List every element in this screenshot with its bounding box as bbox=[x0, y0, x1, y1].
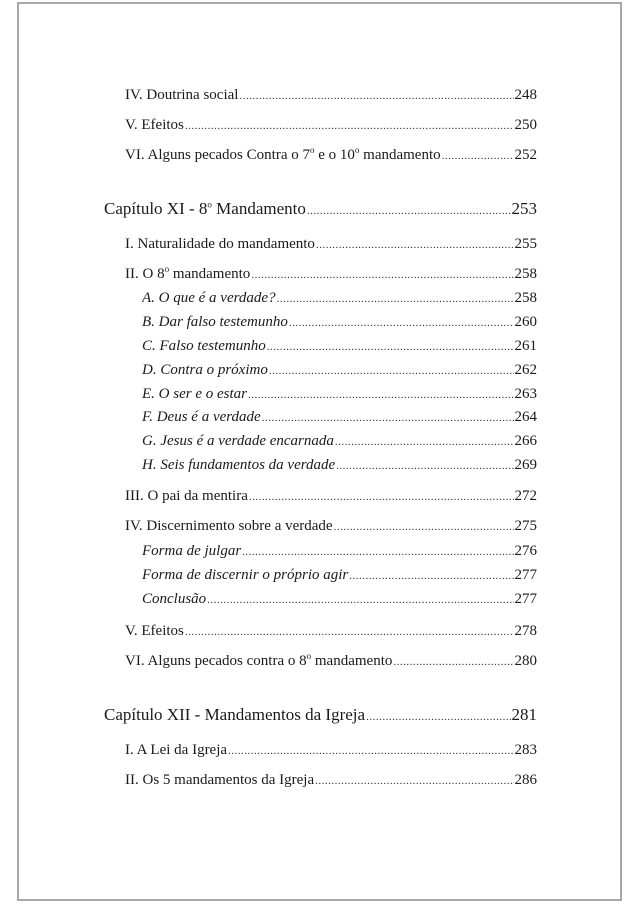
toc-subentry-e bbox=[142, 386, 537, 408]
toc-subentry-g bbox=[142, 433, 537, 455]
dot-leader bbox=[185, 626, 514, 638]
toc-entry-doutrina-social bbox=[125, 87, 537, 109]
dot-leader bbox=[207, 594, 513, 606]
toc-chapter-xi bbox=[104, 199, 537, 221]
toc-entry-label: A. O que é a verdade? bbox=[142, 290, 276, 306]
toc-subentry-forma-de-julgar bbox=[142, 543, 537, 565]
toc-page-number: 253 bbox=[511, 199, 537, 218]
dot-leader bbox=[242, 546, 513, 558]
dot-leader bbox=[334, 521, 514, 533]
toc-subentry-d bbox=[142, 362, 537, 384]
dot-leader bbox=[307, 205, 511, 217]
chapter-title: Capítulo XII - Mandamentos da Igreja bbox=[104, 705, 366, 724]
toc-page-number: 262 bbox=[514, 362, 537, 378]
toc-subentry-conclusao bbox=[142, 591, 537, 613]
toc-page-number: 263 bbox=[514, 386, 537, 402]
toc-entry-pecados-8 bbox=[125, 653, 537, 675]
toc-entry-pecados-7-10 bbox=[125, 147, 537, 169]
dot-leader bbox=[393, 656, 513, 668]
toc-page-number: 255 bbox=[514, 236, 537, 252]
toc-entry-label: F. Deus é a verdade bbox=[142, 409, 261, 425]
toc-entry-lei-da-igreja bbox=[125, 742, 537, 764]
toc-page-number: 248 bbox=[514, 87, 537, 103]
toc-entry-label: III. O pai da mentira bbox=[125, 488, 248, 504]
toc-page-number: 276 bbox=[514, 543, 537, 559]
dot-leader bbox=[336, 460, 513, 472]
toc-entry-label: I. A Lei da Igreja bbox=[125, 742, 228, 758]
toc-entry-label: VI. Alguns pecados Contra o 7$^o$ e o 10$^o$ mandamento bbox=[125, 147, 441, 163]
dot-leader bbox=[315, 775, 513, 787]
dot-leader bbox=[366, 711, 510, 723]
toc-entry-label: V. Efeitos bbox=[125, 623, 184, 639]
toc-entry-label: I. Naturalidade do mandamento bbox=[125, 236, 315, 252]
toc-subentry-forma-de-discernir bbox=[142, 567, 537, 589]
toc-entry-label: C. Falso testemunho bbox=[142, 338, 266, 354]
toc-entry-naturalidade bbox=[125, 236, 537, 258]
toc-entry-label: VI. Alguns pecados contra o 8$^o$ mandamento bbox=[125, 653, 393, 669]
toc-page-number: 266 bbox=[514, 433, 537, 449]
toc-subentry-h bbox=[142, 457, 537, 479]
toc-entry-efeitos-2 bbox=[125, 623, 537, 645]
dot-leader bbox=[349, 570, 513, 582]
toc-page-number: 277 bbox=[514, 567, 537, 583]
toc-entry-5-mandamentos bbox=[125, 772, 537, 794]
toc-page-number: 269 bbox=[514, 457, 537, 473]
toc-entry-label: IV. Discernimento sobre a verdade bbox=[125, 518, 333, 534]
dot-leader bbox=[251, 269, 513, 281]
toc-entry-label: Forma de discernir o próprio agir bbox=[142, 567, 349, 583]
dot-leader bbox=[262, 412, 514, 424]
toc-page-number: 258 bbox=[514, 290, 537, 306]
toc-entry-discernimento bbox=[125, 518, 537, 540]
toc-page-number: 281 bbox=[511, 705, 537, 724]
toc-subentry-a bbox=[142, 290, 537, 312]
toc-subentry-c bbox=[142, 338, 537, 360]
toc-page-number: 286 bbox=[514, 772, 537, 788]
toc-entry-label: II. Os 5 mandamentos da Igreja bbox=[125, 772, 315, 788]
toc-page-number: 264 bbox=[514, 409, 537, 425]
toc-entry-label: Forma de julgar bbox=[142, 543, 242, 559]
dot-leader bbox=[335, 436, 514, 448]
dot-leader bbox=[228, 745, 513, 757]
dot-leader bbox=[249, 491, 514, 503]
dot-leader bbox=[316, 239, 514, 251]
toc-entry-label: G. Jesus é a verdade encarnada bbox=[142, 433, 334, 449]
dot-leader bbox=[269, 365, 514, 377]
toc-page-number: 272 bbox=[514, 488, 537, 504]
toc-subentry-f bbox=[142, 409, 537, 431]
toc-entry-efeitos bbox=[125, 117, 537, 139]
dot-leader bbox=[442, 150, 514, 162]
toc-subentry-b bbox=[142, 314, 537, 336]
dot-leader bbox=[289, 317, 514, 329]
toc-page-number: 250 bbox=[514, 117, 537, 133]
toc-chapter-xii bbox=[104, 705, 537, 727]
toc-entry-8-mandamento bbox=[125, 266, 537, 288]
toc-entry-label: E. O ser e o estar bbox=[142, 386, 247, 402]
toc-page-number: 278 bbox=[514, 623, 537, 639]
dot-leader bbox=[185, 120, 514, 132]
toc-page-number: 275 bbox=[514, 518, 537, 534]
toc-entry-label: IV. Doutrina social bbox=[125, 87, 239, 103]
toc-entry-label: D. Contra o próximo bbox=[142, 362, 268, 378]
dot-leader bbox=[267, 341, 514, 353]
toc-page-number: 252 bbox=[514, 147, 537, 163]
chapter-title: Capítulo XI - 8$^o$ Mandamento bbox=[104, 199, 306, 218]
toc-entry-label: II. O 8$^o$ mandamento bbox=[125, 266, 251, 282]
toc-page-number: 280 bbox=[514, 653, 537, 669]
dot-leader bbox=[248, 389, 514, 401]
toc-page-number: 260 bbox=[514, 314, 537, 330]
toc-entry-label: H. Seis fundamentos da verdade bbox=[142, 457, 336, 473]
toc-page-number: 283 bbox=[514, 742, 537, 758]
toc-entry-pai-da-mentira bbox=[125, 488, 537, 510]
toc-page-number: 261 bbox=[514, 338, 537, 354]
toc-page-number: 277 bbox=[514, 591, 537, 607]
toc-entry-label: B. Dar falso testemunho bbox=[142, 314, 288, 330]
toc-entry-label: Conclusão bbox=[142, 591, 207, 607]
dot-leader bbox=[277, 293, 514, 305]
toc-entry-label: V. Efeitos bbox=[125, 117, 184, 133]
dot-leader bbox=[239, 90, 513, 102]
toc-page-number: 258 bbox=[514, 266, 537, 282]
